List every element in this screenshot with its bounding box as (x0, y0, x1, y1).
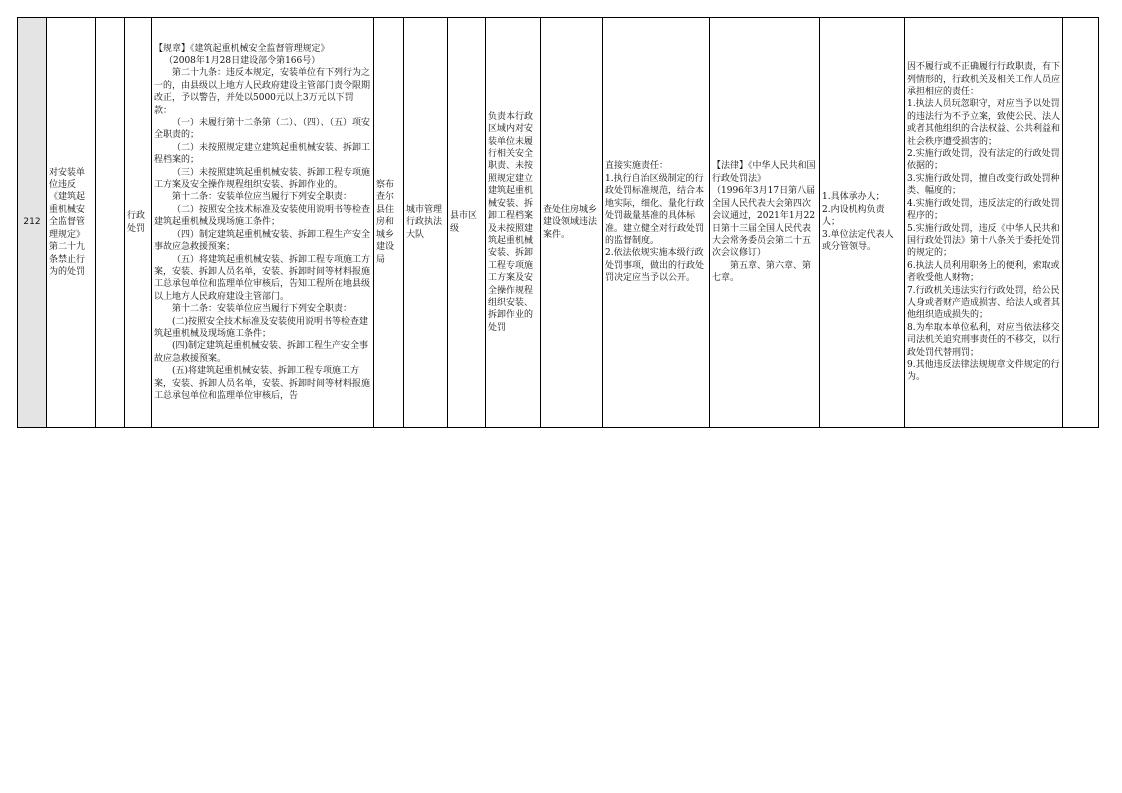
accountability-line: 7.行政机关违法实行行政处罚，给公民人身或者财产造成损害、给法人或者其他组织造成损失的； (907, 285, 1061, 321)
accountability-line: 8.为牟取本单位私利，对应当依法移交司法机关追究刑事责任的不移交，以行政处罚代替刑罚； (907, 322, 1061, 358)
basis-line: （2008年1月28日建设部令第166号） (164, 56, 321, 67)
blank-cell (1063, 18, 1099, 428)
basis-line: （二）按照安全技术标准及安装使用说明书等检查建筑起重机械及现场施工条件； (154, 204, 371, 228)
basis-line: (二)按照安全技术标准及安装使用说明书等检查建筑起重机械及现场施工条件； (154, 316, 369, 339)
accountability-line: 9.其他违反法律法规规章文件规定的行为。 (907, 359, 1060, 383)
accountability-cell (905, 18, 1063, 428)
accountability-line: 5.实施行政处罚，违反《中华人民共和国行政处罚法》第十八条关于委托处罚的规定的； (907, 223, 1061, 259)
basis-line: （四）制定建筑起重机械安装、拆卸工程生产安全事故应急救援预案； (154, 229, 371, 253)
duty-cell (603, 18, 710, 428)
duty-line: 直接实施责任： (605, 161, 669, 172)
accountability-line: 1.执法人员玩忽职守，对应当予以处罚的违法行为不予立案，致使公民、法人或者其他组织的合法权益、公共利益和社会秩序遭受损害的； (907, 99, 1061, 147)
responsible-subject-cell (820, 18, 905, 428)
duty-line: 1.执行自治区级制定的行政处罚标准规范，结合本地实际，细化、量化行政处罚裁量基准的具体标准。建立健全对行政处罚的监督制度。 (605, 173, 705, 246)
implementing-agency-cell: 察布查尔县住房和城乡建设局 (374, 18, 404, 428)
accountability-line: 3.实施行政处罚，擅自改变行政处罚种类、幅度的； (907, 173, 1060, 197)
law-line: （1996年3月17日第八届全国人民代表大会第四次会议通过，2021年1月22日第十三届全国人民代表大会常务委员会第二十五次会议修订） (712, 186, 816, 259)
basis-line: 第十二条：安装单位应当履行下列安全职责： (172, 192, 353, 203)
table-row (18, 18, 1099, 428)
subject-line: 3.单位法定代表人或分管领导。 (822, 229, 894, 253)
row-number-cell: 212 (18, 18, 47, 428)
basis-line: （五）将建筑起重机械安装、拆卸工程专项施工方案，安装、拆卸人员名单，安装、拆卸时间等材料报施工总承包单位和监理单位审核后，告知工程所在地县级以上地方人民政府建设主管部门。 (154, 254, 371, 302)
accountability-line: 4.实施行政处罚，违反法定的行政处罚程序的； (907, 198, 1060, 222)
law-line: 第五章、第六章、第七章。 (712, 260, 812, 284)
responsible-unit-cell: 城市管理行政执法大队 (404, 18, 448, 428)
legal-basis-cell (152, 18, 374, 428)
item-name-cell: 对安装单位违反《建筑起重机械安全监督管理规定》第二十九条禁止行为的处罚 (47, 18, 96, 428)
subject-line: 2.内设机构负责人； (822, 204, 885, 228)
basis-line: (四)制定建筑起重机械安装、拆卸工程生产安全事故应急救援预案。 (154, 341, 369, 364)
accountability-line: 6.执法人员利用职务上的便利，索取或者收受他人财物； (907, 260, 1060, 284)
level-cell: 县市区级 (448, 18, 486, 428)
basis-line: 第十二条：安装单位应当履行下列安全职责： (172, 304, 353, 315)
power-list-table (17, 17, 1099, 428)
content-cell: 查处住房城乡建设领域违法案件。 (541, 18, 603, 428)
law-line: 【法律】《中华人民共和国行政处罚法》 (712, 161, 816, 184)
subject-line: 1.具体承办人； (822, 192, 885, 203)
accountability-line: 2.实施行政处罚，没有法定的行政处罚依据的； (907, 149, 1060, 172)
blank-cell (96, 18, 125, 428)
basis-line: (五)将建筑起重机械安装、拆卸工程专项施工方案，安装、拆卸人员名单，安装、拆卸时间等材料报施工总承包单位和监理单位审核后，告 (154, 366, 371, 401)
basis-line: 【规章】《建筑起重机械安全监督管理规定》 (154, 43, 330, 54)
basis-line: （二）未按照规定建立建筑起重机械安装、拆卸工程档案的； (154, 142, 371, 166)
law-cell (710, 18, 820, 428)
basis-line: （一）未履行第十二条第（二）、（四）、（五）项安全职责的； (154, 118, 371, 141)
duty-line: 2.依法依规实施本级行政处罚事项，做出的行政处罚决定应当予以公开。 (605, 248, 705, 284)
basis-line: （三）未按照建筑起重机械安装、拆卸工程专项施工方案及安全操作规程组织安装、拆卸作业的。 (154, 167, 371, 191)
category-cell: 行政处罚 (125, 18, 152, 428)
basis-line: 第二十九条：违反本规定，安装单位有下列行为之一的，由县级以上地方人民政府建设主管部门责令限期改正，予以警告，并处以5000元以上3万元以下罚款： (154, 68, 371, 116)
accountability-line: 因不履行或不正确履行行政职责，有下列情形的，行政机关及相关工作人员应承担相应的责任： (907, 62, 1061, 98)
responsibility-scope-cell: 负责本行政区域内对安装单位未履行相关安全职责、未按照规定建立建筑起重机械安装、拆卸工程档案及未按照建筑起重机械安装、拆卸工程专项施工方案及安全操作规程组织安装、拆卸作业的处罚 (486, 18, 541, 428)
